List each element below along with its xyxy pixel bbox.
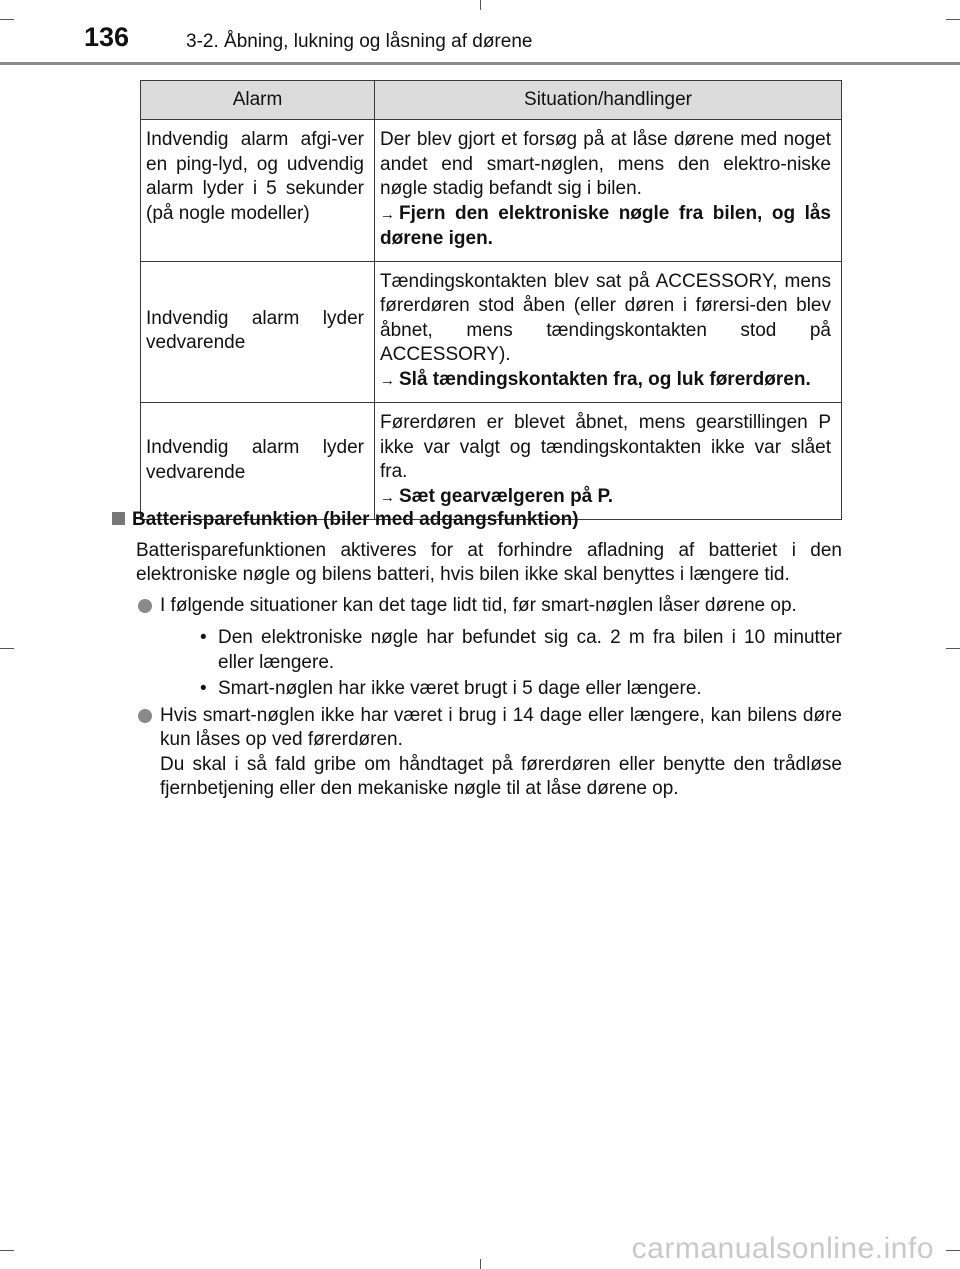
- bullet-icon: •: [200, 678, 207, 699]
- table-row: [141, 403, 842, 520]
- bullet-text: Hvis smart-nøglen ikke har været i brug i 14 dage eller længere, kan bilens døre kun låses op ved førerdøren.: [160, 704, 842, 750]
- circle-bullet-icon: [138, 709, 152, 723]
- crop-mark: [0, 648, 14, 649]
- action-label: Slå tændingskontakten fra, og luk førerdøren.: [399, 368, 811, 390]
- alarm-cell: Indvendig alarm lyder vedvarende: [141, 403, 375, 520]
- situation-text: Førerdøren er blevet åbnet, mens gearstillingen P ikke var valgt og tændingskontakten ikke var slået fra.: [380, 412, 831, 482]
- alarm-cell: Indvendig alarm afgi-ver en ping-lyd, og udvendig alarm lyder i 5 sekunder (på nogle modeller): [141, 120, 375, 262]
- action-text: [380, 202, 831, 252]
- sub-list-item: [200, 626, 842, 675]
- battery-saver-section: [112, 508, 842, 802]
- sub-list: [200, 626, 842, 702]
- alarm-cell: Indvendig alarm lyder vedvarende: [141, 261, 375, 403]
- crop-mark: [0, 1250, 14, 1251]
- crop-mark: [480, 1259, 481, 1269]
- square-bullet-icon: [112, 512, 125, 525]
- action-text: [380, 485, 831, 511]
- action-text: [380, 368, 831, 394]
- bullet-text-continued: Du skal i så fald gribe om håndtaget på førerdøren eller benytte den trådløse fjernbetjening eller den mekaniske nøgle til at låse dørene op.: [160, 753, 842, 799]
- arrow-icon: →: [380, 488, 395, 506]
- arrow-icon: →: [380, 205, 395, 223]
- action-label: Sæt gearvælgeren på P.: [399, 485, 614, 507]
- section-heading-text: Batterisparefunktion (biler med adgangsfunktion): [132, 509, 579, 530]
- table-row: [141, 261, 842, 403]
- crop-mark: [946, 1250, 960, 1251]
- crop-mark: [946, 648, 960, 649]
- page-number: 136: [84, 22, 130, 52]
- situation-text: Tændingskontakten blev sat på ACCESSORY, mens førerdøren stod åben (eller døren i førersi-den blev åbnet, mens tændingskontakten stod på ACCESSORY).: [380, 270, 831, 365]
- list-item: [136, 704, 842, 802]
- section-body: Batterisparefunktionen aktiveres for at forhindre afladning af batteriet i den elektroniske nøgle og bilens batteri, hvis bilen ikke skal benyttes i længere tid.: [136, 539, 842, 585]
- page-header: [0, 0, 960, 62]
- bullet-icon: •: [200, 627, 207, 648]
- watermark: carmanualsonline.info: [631, 1232, 934, 1265]
- table-row: [141, 120, 842, 262]
- sub-item-text: Den elektroniske nøgle har befundet sig ca. 2 m fra bilen i 10 minutter eller længere.: [218, 627, 842, 673]
- action-label: Fjern den elektroniske nøgle fra bilen, og lås dørene igen.: [380, 202, 831, 249]
- chapter-title: 3-2. Åbning, lukning og låsning af dørene: [186, 31, 533, 52]
- situation-cell: [375, 120, 842, 262]
- situation-text: Der blev gjort et forsøg på at låse dørene med noget andet end smart-nøglen, mens den elektro-niske nøgle stadig befandt sig i bilen.: [380, 129, 831, 199]
- bullet-text: I følgende situationer kan det tage lidt tid, før smart-nøglen låser dørene op.: [160, 594, 797, 616]
- section-heading: [112, 508, 842, 533]
- situation-cell: [375, 261, 842, 403]
- circle-bullet-icon: [138, 599, 152, 613]
- arrow-icon: →: [380, 371, 395, 389]
- header-divider: [0, 62, 960, 65]
- alarm-table: [140, 80, 842, 520]
- sub-list-item: [200, 677, 842, 702]
- list-item: [136, 594, 842, 702]
- column-header-situation: Situation/handlinger: [375, 81, 842, 120]
- situation-cell: [375, 403, 842, 520]
- column-header-alarm: Alarm: [141, 81, 375, 120]
- table-header-row: [141, 81, 842, 120]
- sub-item-text: Smart-nøglen har ikke været brugt i 5 dage eller længere.: [218, 678, 702, 699]
